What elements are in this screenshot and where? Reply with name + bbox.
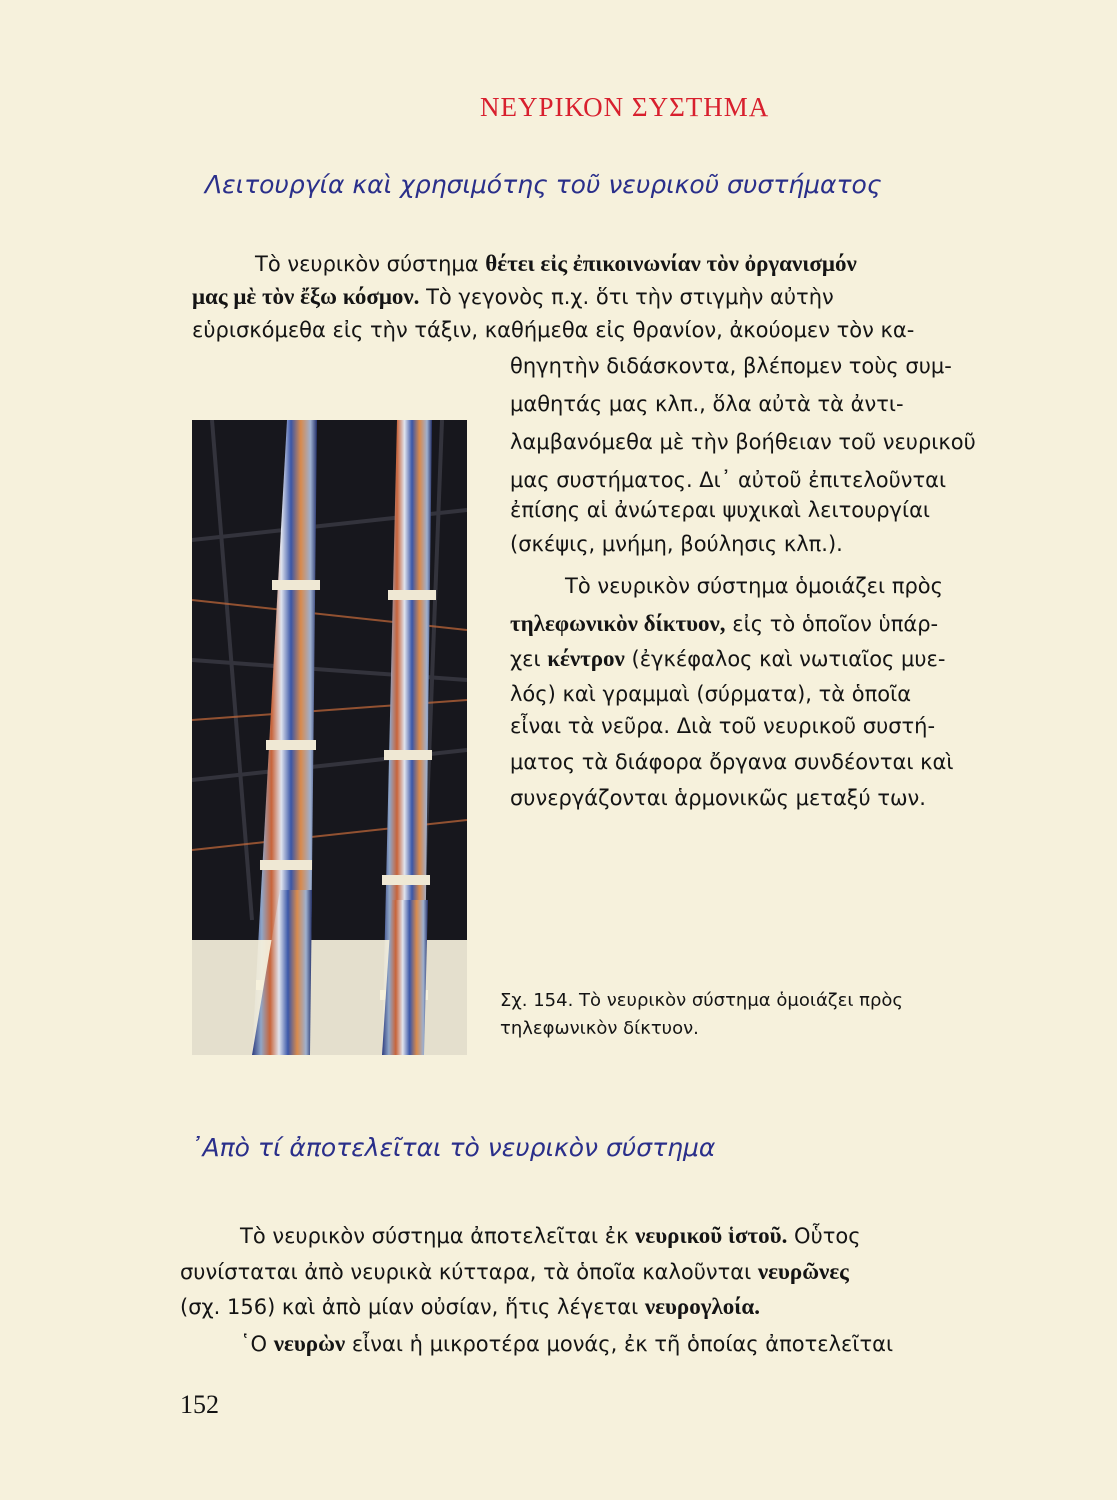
paragraph-line: Τὸ νευρικὸν σύστημα θέτει εἰς ἐπικοινωνίαν τὸν ὀργανισμόν — [255, 251, 857, 276]
paragraph-line: εὑρισκόμεθα εἰς τὴν τάξιν, καθήμεθα εἰς θρανίον, ἀκούομεν τὸν κα- — [192, 318, 915, 342]
paragraph-line: (σχ. 156) καὶ ἀπὸ μίαν οὐσίαν, ἥτις λέγεται νευρογλοία. — [180, 1294, 761, 1319]
paragraph-line: συνίσταται ἀπὸ νευρικὰ κύτταρα, τὰ ὁποῖα καλοῦνται νευρῶνες — [180, 1259, 849, 1284]
figure-caption: Σχ. 154. Τὸ νευρικὸν σύστημα ὁμοιάζει πρὸς — [500, 990, 903, 1011]
paragraph-line: λαμβανόμεθα μὲ τὴν βοήθειαν τοῦ νευρικοῦ — [510, 430, 976, 454]
page-title: ΝΕΥΡΙΚΟΝ ΣΥΣΤΗΜΑ — [480, 92, 770, 122]
paragraph-line: Τὸ νευρικὸν σύστημα ἀποτελεῖται ἐκ νευρικοῦ ἱστοῦ. Οὗτος — [240, 1223, 861, 1248]
figure-caption: τηλεφωνικὸν δίκτυον. — [500, 1018, 699, 1039]
paragraph-line: εἶναι τὰ νεῦρα. Διὰ τοῦ νευρικοῦ συστή- — [510, 714, 936, 738]
section-heading-function: Λειτουργία καὶ χρησιμότης τοῦ νευρικοῦ συστήματος — [205, 170, 882, 199]
bold-phrase: τηλεφωνικὸν δίκτυον, — [510, 611, 726, 636]
section-heading-composition: ᾿Απὸ τί ἀποτελεῖται τὸ νευρικὸν σύστημα — [190, 1133, 716, 1162]
bold-phrase: θέτει εἰς ἐπικοινωνίαν τὸν ὀργανισμόν — [485, 251, 857, 276]
bold-phrase: νευρογλοία. — [644, 1294, 761, 1319]
paragraph-line: χει κέντρον (ἐγκέφαλος καὶ νωτιαῖος μυε- — [510, 646, 946, 671]
paragraph-line: μας συστήματος. Δι᾽ αὐτοῦ ἐπιτελοῦνται — [510, 468, 947, 492]
paragraph-line: Τὸ νευρικὸν σύστημα ὁμοιάζει πρὸς — [565, 574, 943, 598]
paragraph-line: ἐπίσης αἱ ἀνώτεραι ψυχικαὶ λειτουργίαι — [510, 498, 931, 522]
paragraph-line: μας μὲ τὸν ἔξω κόσμον. Τὸ γεγονὸς π.χ. ὅτι τὴν στιγμὴν αὐτὴν — [192, 284, 834, 309]
cable-bundle-photo — [192, 420, 467, 1055]
paragraph-line: (σκέψις, μνήμη, βούλησις κλπ.). — [510, 532, 843, 556]
paragraph-line: λός) καὶ γραμμαὶ (σύρματα), τὰ ὁποῖα — [510, 682, 912, 706]
bold-phrase: νευρῶνες — [757, 1259, 849, 1284]
paragraph-line: τηλεφωνικὸν δίκτυον, εἰς τὸ ὁποῖον ὑπάρ- — [510, 611, 939, 636]
paragraph-line: μαθητάς μας κλπ., ὅλα αὐτὰ τὰ ἀντι- — [510, 392, 904, 416]
bold-phrase: νευρικοῦ ἱστοῦ. — [635, 1223, 788, 1248]
paragraph-line: ῾Ο νευρὼν εἶναι ἡ μικροτέρα μονάς, ἐκ τῆ ὁποίας ἀποτελεῖται — [240, 1331, 894, 1356]
paragraph-line: ματος τὰ διάφορα ὄργανα συνδέονται καὶ — [510, 750, 954, 774]
page-number: 152 — [180, 1390, 219, 1419]
bold-phrase: νευρὼν — [273, 1331, 346, 1356]
paragraph-line: θηγητὴν διδάσκοντα, βλέπομεν τοὺς συμ- — [510, 354, 952, 378]
bold-phrase: κέντρον — [547, 646, 625, 671]
bold-phrase: μας μὲ τὸν ἔξω κόσμον. — [192, 284, 420, 309]
paragraph-line: συνεργάζονται ἁρμονικῶς μεταξύ των. — [510, 786, 926, 810]
